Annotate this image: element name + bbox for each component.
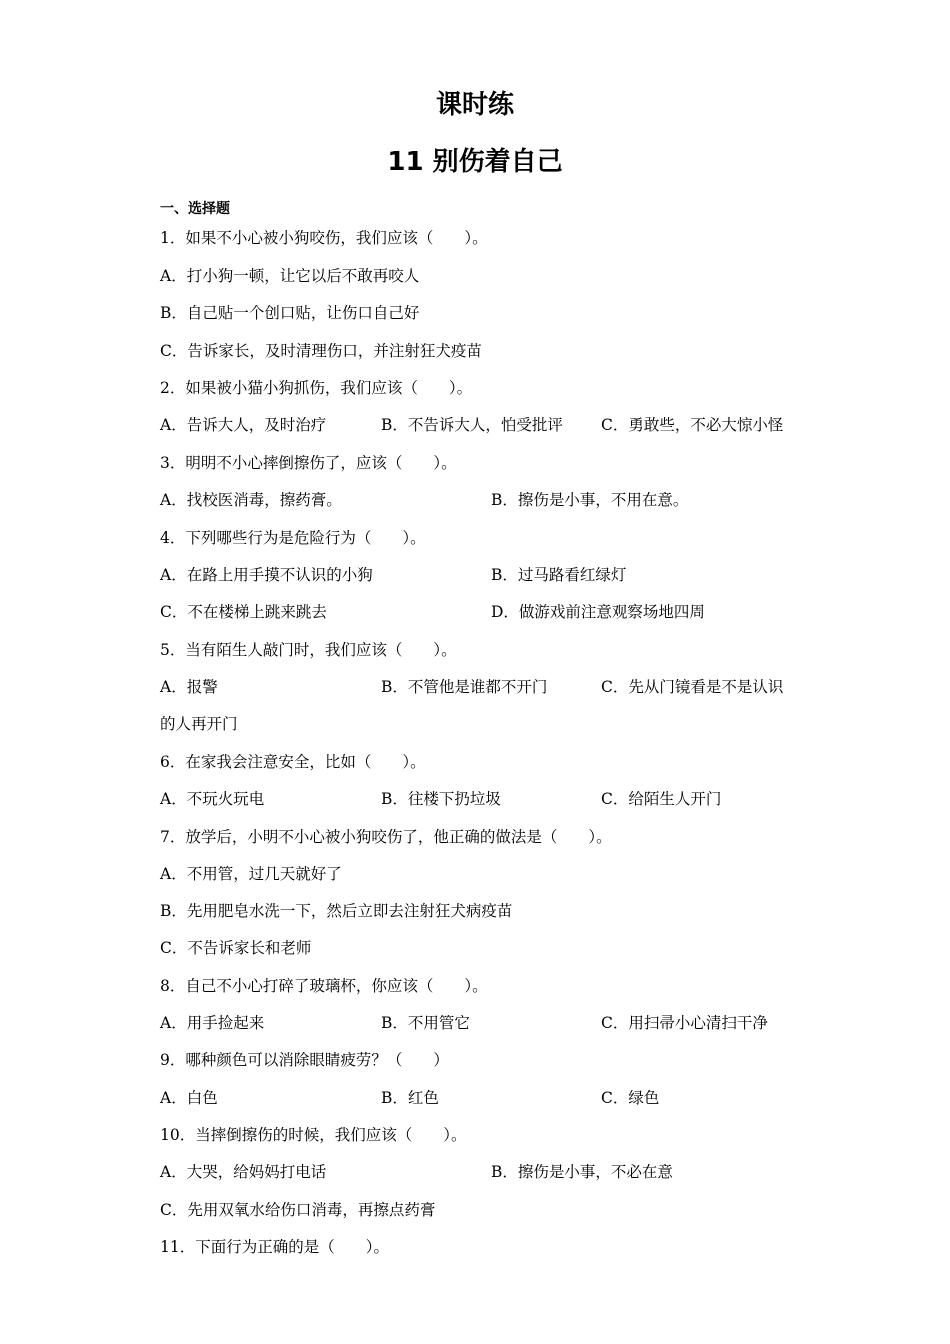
question-option: B．先用肥皂水洗一下，然后立即去注射狂犬病疫苗	[160, 902, 513, 920]
question-stem: 3．明明不小心摔倒擦伤了，应该（ ）。	[160, 454, 457, 472]
question-stem: 2．如果被小猫小狗抓伤，我们应该（ ）。	[160, 379, 473, 397]
question-option: A．告诉大人，及时治疗	[160, 416, 327, 434]
question-stem: 9．哪种颜色可以消除眼睛疲劳？（ ）	[160, 1051, 449, 1069]
question-option: B．不告诉大人，怕受批评	[381, 416, 563, 434]
question-option: C．给陌生人开门	[601, 790, 722, 808]
question-stem: 10．当摔倒擦伤的时候，我们应该（ ）。	[160, 1126, 467, 1144]
question-option: A．在路上用手摸不认识的小狗	[160, 566, 373, 584]
question-option: C．勇敢些，不必大惊小怪	[601, 416, 784, 434]
question-option: B．不用管它	[381, 1014, 470, 1032]
question-option-continued: 的人再开门	[160, 715, 238, 733]
question-stem: 11．下面行为正确的是（ ）。	[160, 1238, 389, 1256]
question-option: C．先从门镜看是不是认识	[601, 678, 784, 696]
question-stem: 8．自己不小心打碎了玻璃杯，你应该（ ）。	[160, 977, 488, 995]
question-option: D．做游戏前注意观察场地四周	[491, 603, 705, 621]
question-option: A．报警	[160, 678, 218, 696]
question-option: B．红色	[381, 1089, 439, 1107]
question-option: B．过马路看红绿灯	[491, 566, 627, 584]
question-option: C．绿色	[601, 1089, 660, 1107]
section-heading: 一、选择题	[160, 201, 230, 217]
question-stem: 7．放学后，小明不小心被小狗咬伤了，他正确的做法是（ ）。	[160, 828, 612, 846]
lesson-title: 11 别伤着自己	[387, 147, 563, 177]
question-stem: 6．在家我会注意安全，比如（ ）。	[160, 753, 426, 771]
page-title: 课时练	[435, 90, 514, 120]
question-option: A．打小狗一顿，让它以后不敢再咬人	[160, 267, 420, 285]
question-stem: 4．下列哪些行为是危险行为（ ）。	[160, 529, 426, 547]
question-option: A．大哭，给妈妈打电话	[160, 1163, 327, 1181]
question-stem: 1．如果不小心被小狗咬伤，我们应该（ ）。	[160, 229, 488, 247]
question-option: A．找校医消毒，擦药膏。	[160, 491, 342, 509]
question-option: A．用手捡起来	[160, 1014, 265, 1032]
question-option: A．白色	[160, 1089, 218, 1107]
question-option: B．不管他是谁都不开门	[381, 678, 548, 696]
question-option: B．往楼下扔垃圾	[381, 790, 501, 808]
question-option: B．擦伤是小事，不必在意	[491, 1163, 673, 1181]
question-option: C．不在楼梯上跳来跳去	[160, 603, 327, 621]
question-option: B．自己贴一个创口贴，让伤口自己好	[160, 304, 420, 322]
question-option: C．不告诉家长和老师	[160, 939, 312, 957]
question-option: C．告诉家长，及时清理伤口，并注射狂犬疫苗	[160, 342, 482, 360]
question-stem: 5．当有陌生人敲门时，我们应该（ ）。	[160, 641, 457, 659]
question-option: C．用扫帚小心清扫干净	[601, 1014, 768, 1032]
question-option: C．先用双氧水给伤口消毒，再擦点药膏	[160, 1201, 436, 1219]
question-option: A．不用管，过几天就好了	[160, 865, 342, 883]
question-option: A．不玩火玩电	[160, 790, 265, 808]
question-option: B．擦伤是小事，不用在意。	[491, 491, 689, 509]
